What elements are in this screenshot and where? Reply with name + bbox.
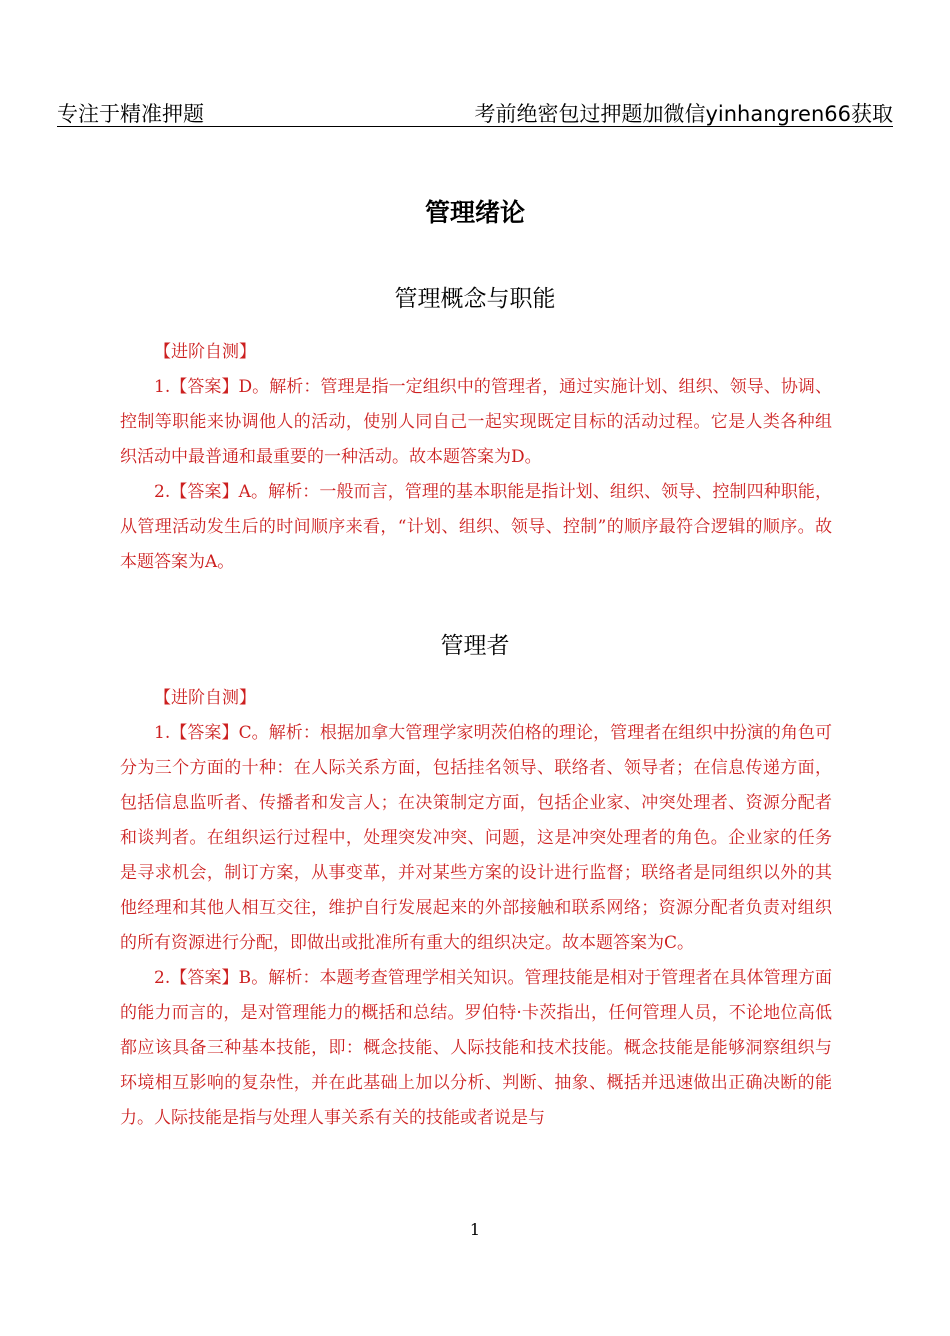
section-label: 【进阶自测】 [154, 688, 256, 708]
section-label: 【进阶自测】 [154, 342, 256, 362]
section-body-managers [120, 681, 832, 1136]
section-body-management-concept [120, 335, 832, 580]
page-header [57, 98, 893, 127]
answer-paragraph: 1.【答案】C。解析：根据加拿大管理学家明茨伯格的理论，管理者在组织中扮演的角色可分为三个方面的十种：在人际关系方面，包括挂名领导、联络者、领导者；在信息传递方面，包括信息监听者、传播者和发言人；在决策制定方面，包括企业家、冲突处理者、资源分配者和谈判者。在组织运行过程中，处理突发冲突、问题，这是冲突处理者的角色。企业家的任务是寻求机会，制订方案，从事变革，并对某些方案的设计进行监督；联络者是同组织以外的其他经理和其他人相互交往，维护自行发展起来的外部接触和联系网络；资源分配者负责对组织的所有资源进行分配，即做出或批准所有重大的组织决定。故本题答案为C。 [120, 723, 832, 953]
header-left-text: 专注于精准押题 [57, 102, 204, 126]
document-title: 管理绪论 [424, 198, 525, 227]
header-right-text: 考前绝密包过押题加微信yinhangren66获取 [474, 102, 893, 126]
answer-paragraph: 2.【答案】A。解析：一般而言，管理的基本职能是指计划、组织、领导、控制四种职能，从管理活动发生后的时间顺序来看，“计划、组织、领导、控制”的顺序最符合逻辑的顺序。故本题答案为A。 [120, 482, 832, 572]
section-title-management-concept: 管理概念与职能 [394, 286, 556, 312]
section-title-managers: 管理者 [440, 633, 510, 659]
page-number: 1 [469, 1220, 481, 1239]
answer-paragraph: 2.【答案】B。解析：本题考查管理学相关知识。管理技能是相对于管理者在具体管理方面的能力而言的，是对管理能力的概括和总结。罗伯特·卡茨指出，任何管理人员，不论地位高低都应该具备三种基本技能，即：概念技能、人际技能和技术技能。概念技能是能够洞察组织与环境相互影响的复杂性，并在此基础上加以分析、判断、抽象、概括并迅速做出正确决断的能力。人际技能是指与处理人事关系有关的技能或者说是与 [120, 968, 832, 1128]
answer-paragraph: 1.【答案】D。解析：管理是指一定组织中的管理者，通过实施计划、组织、领导、协调、控制等职能来协调他人的活动，使别人同自己一起实现既定目标的活动过程。它是人类各种组织活动中最普通和最重要的一种活动。故本题答案为D。 [120, 377, 832, 467]
